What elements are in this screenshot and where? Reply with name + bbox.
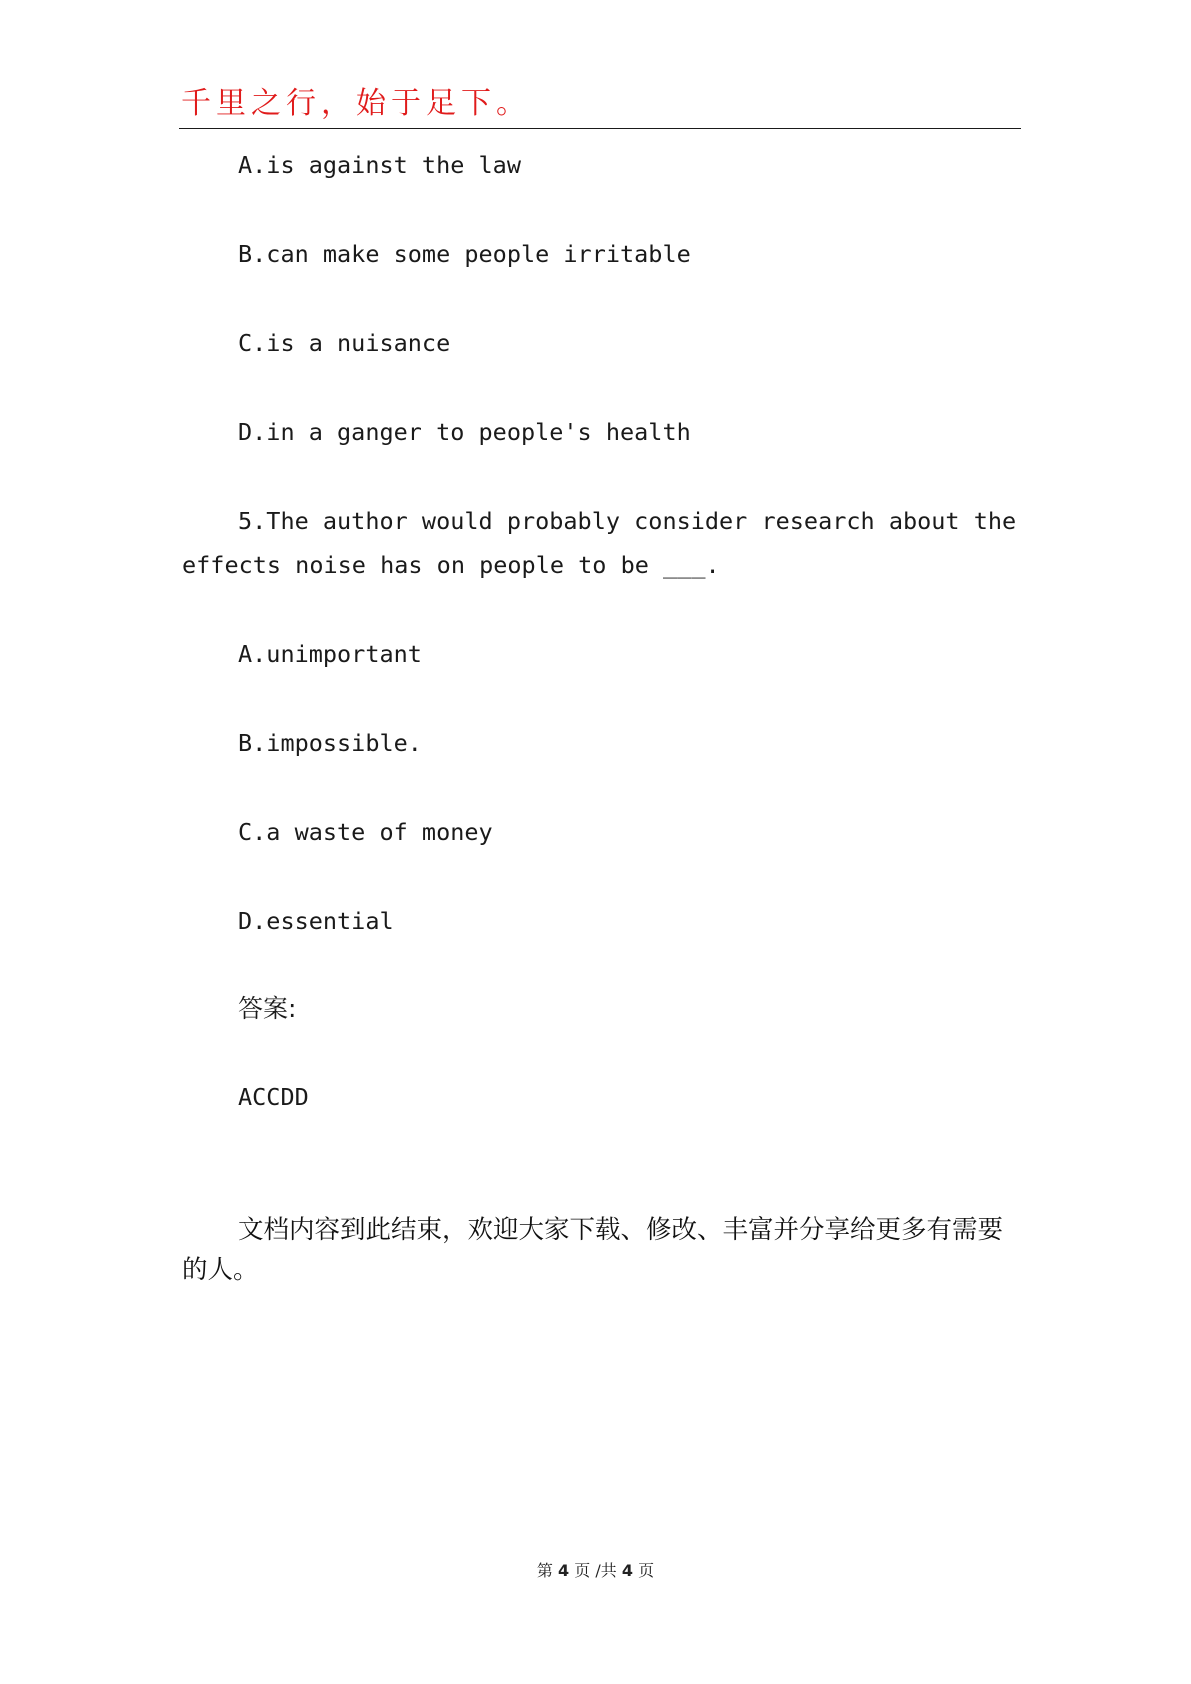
footer-suffix: 页 bbox=[638, 1561, 655, 1580]
q4-option-b: B.can make some people irritable bbox=[238, 240, 691, 268]
q5-option-c: C.a waste of money bbox=[238, 818, 493, 846]
header-motto: 千里之行，始于足下。 bbox=[181, 86, 531, 121]
footer-middle: 页 /共 bbox=[574, 1561, 617, 1580]
page-footer bbox=[0, 1558, 1191, 1581]
answer-keys: ACCDD bbox=[238, 1083, 309, 1111]
q5-stem-line1: 5.The author would probably consider research about the bbox=[238, 507, 1017, 535]
footer-total-pages: 4 bbox=[621, 1561, 633, 1580]
q5-option-a: A.unimportant bbox=[238, 640, 422, 668]
q4-option-a: A.is against the law bbox=[238, 151, 521, 179]
q5-stem-line2: effects noise has on people to be ___. bbox=[182, 551, 720, 579]
footer-prefix: 第 bbox=[536, 1561, 553, 1580]
footer-current-page: 4 bbox=[558, 1561, 570, 1580]
q5-option-d: D.essential bbox=[238, 907, 394, 935]
q5-option-b: B.impossible. bbox=[238, 729, 422, 757]
q4-option-d: D.in a ganger to people's health bbox=[238, 418, 691, 446]
answer-label: 答案: bbox=[238, 994, 297, 1023]
q4-option-c: C.is a nuisance bbox=[238, 329, 451, 357]
header-divider bbox=[179, 128, 1021, 129]
closing-note: 文档内容到此结束，欢迎大家下载、修改、丰富并分享给更多有需要的人。 bbox=[182, 1215, 1004, 1285]
